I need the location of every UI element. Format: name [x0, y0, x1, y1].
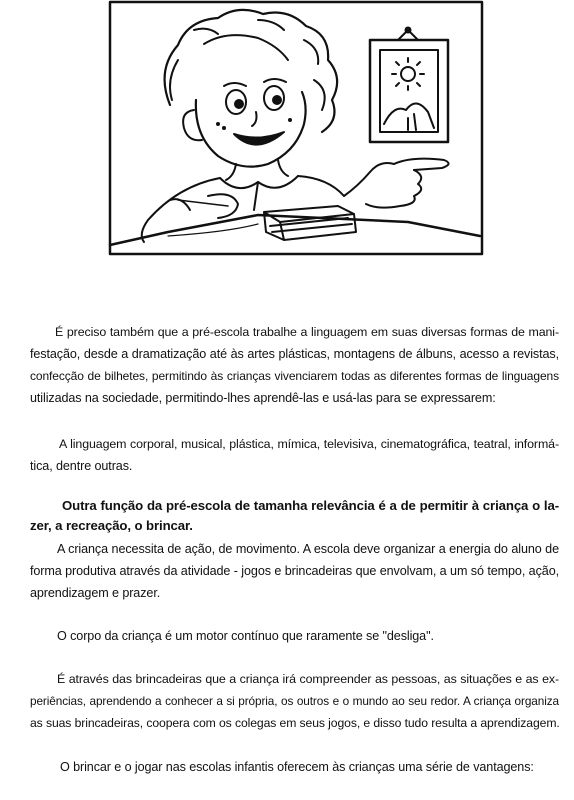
paragraph-line: utilizadas na sociedade, permitindo-lhes aprendê-las e usá-las para se expressarem: — [30, 391, 496, 405]
paragraph-line: O brincar e o jogar nas escolas infantis oferecem às crianças uma série de vantagens: — [60, 760, 534, 774]
paragraph-line: tica, dentre outras. — [30, 459, 133, 473]
paragraph-line: É através das brincadeiras que a criança irá compreender as pessoas, as situações e as ex- — [57, 672, 559, 686]
paragraph-line: A criança necessita de ação, de movimento. A escola deve organizar a energia do aluno de — [57, 542, 559, 556]
paragraph-line: confecção de bilhetes, permitindo às crianças vivenciarem todas as diferentes formas de linguagens — [30, 369, 559, 383]
paragraph-line: periências, aprendendo a conhecer a si própria, os outros e o mundo ao seu redor. A criança organiza — [30, 694, 559, 708]
paragraph-line: O corpo da criança é um motor contínuo que raramente se "desliga". — [57, 629, 434, 643]
paragraph-line: É preciso também que a pré-escola trabalhe a linguagem em suas diversas formas de mani- — [55, 325, 559, 339]
paragraph-line: aprendizagem e prazer. — [30, 586, 161, 600]
paragraph-line-bold: zer, a recreação, o brincar. — [30, 518, 193, 533]
paragraph-line: festação, desde a dramatização até às artes plásticas, montagens de álbuns, acesso a revistas, — [30, 347, 559, 361]
paragraph-line: as suas brincadeiras, coopera com os colegas em seus jogos, e disso tudo resulta a aprendizagem. — [30, 716, 560, 730]
face — [196, 92, 306, 167]
illustration-girl-at-desk — [108, 0, 484, 256]
paragraph-line: A linguagem corporal, musical, plástica, mímica, televisiva, cinematográfica, teatral, informá- — [59, 437, 559, 451]
hair — [165, 10, 338, 132]
paragraph-line: forma produtiva através da atividade - jogos e brincadeiras que envolvam, a um só tempo, ação, — [30, 564, 559, 578]
paragraph-line-bold: Outra função da pré-escola de tamanha relevância é a de permitir à criança o la- — [62, 498, 559, 513]
